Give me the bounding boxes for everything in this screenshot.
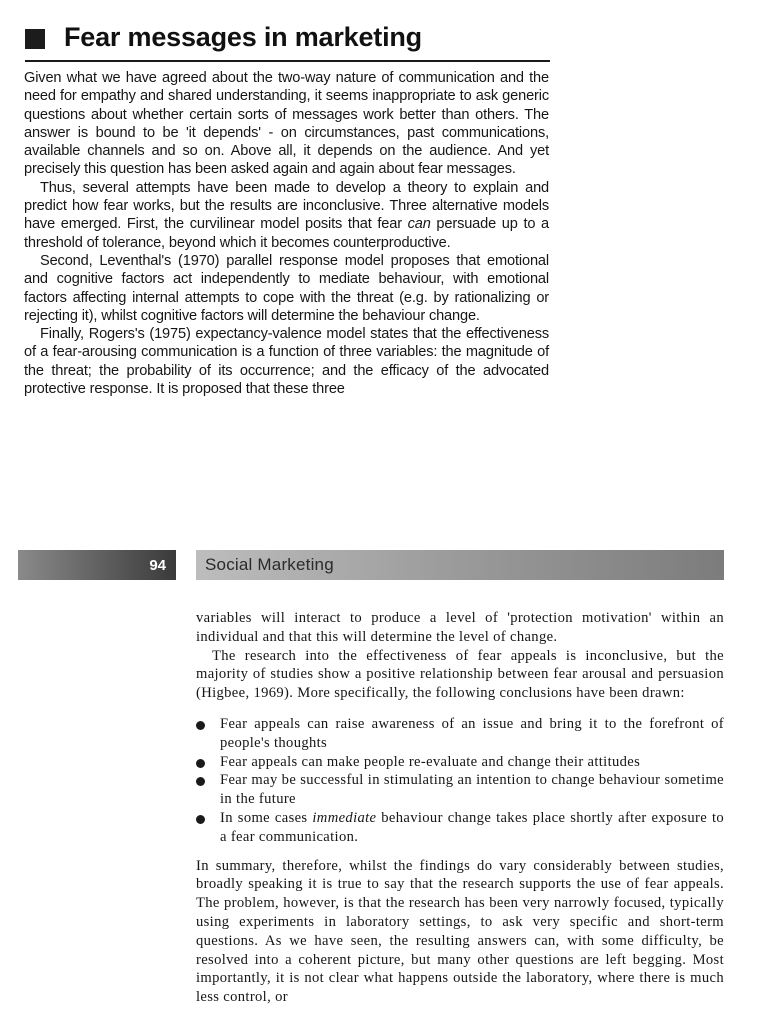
- paragraph-summary: In summary, therefore, whilst the findings do vary considerably between studies, broadly speaking it is true to say that the research supports the use of fear appeals. The problem, however, is that the research has been very narrowly focused, typically using experiments in laboratory settings, to ask very specific and short-term questions. As we have seen, the resulting answers can, with some difficulty, be resolved into a coherent picture, but many other questions are left begging. Most importantly, it is not clear what happens outside the laboratory, where there is much less control, or: [196, 857, 724, 1006]
- top-text-block: [24, 69, 549, 398]
- running-head-page-band: [18, 550, 176, 580]
- heading-rule: [25, 60, 550, 62]
- text-run: behaviour change takes place shortly after exposure to a fear communication.: [220, 809, 724, 845]
- text-run: Thus, several attempts have been made to develop a theory to explain and predict how fear works, but the results are inconclusive. Three alternative models have emerged. First, the curvilinear model posits that fear: [24, 179, 549, 233]
- paragraph-protection-motivation: variables will interact to produce a level of 'protection motivation' within an individual and that this will determine the level of change.: [196, 610, 724, 645]
- section-heading: [25, 22, 549, 53]
- emphasis-text: can: [407, 216, 431, 233]
- paragraph-curvilinear: [24, 179, 549, 252]
- page-number: 94: [149, 556, 166, 574]
- list-item-text: Fear may be successful in stimulating an intention to change behaviour sometime in the future: [220, 772, 724, 808]
- paragraph-leventhal: Second, Leventhal's (1970) parallel response model proposes that emotional and cognitive factors act independently to mediate behaviour, with emotional factors affecting internal attempts to cope with the threat (e.g. by rationalizing or rejecting it), whilst cognitive factors will determine the behaviour change.: [24, 252, 549, 324]
- list-item: [196, 771, 724, 809]
- list-item: [196, 809, 724, 847]
- bullet-icon: [196, 777, 205, 786]
- running-head-title-band: [196, 550, 724, 580]
- paragraph-intro: Given what we have agreed about the two-way nature of communication and the need for empathy and shared understanding, it seems inappropriate to ask generic questions about whether certain sorts of messages work better than others. The answer is bound to be 'it depends' - on circumstances, past communications, available channels and so on. Above all, it depends on the audience. And yet precisely this question has been asked again and again about fear messages.: [24, 70, 549, 178]
- emphasis-text: immediate: [312, 809, 377, 826]
- bottom-text-block: [196, 609, 724, 1007]
- section-title: Fear messages in marketing: [64, 22, 422, 52]
- text-run: persuade up to a threshold of tolerance, beyond which it becomes counterproductive.: [24, 216, 549, 251]
- list-item-text: Fear appeals can raise awareness of an issue and bring it to the forefront of people's thoughts: [220, 715, 724, 751]
- conclusions-list: [196, 715, 724, 847]
- bullet-icon: [196, 759, 205, 768]
- list-item: [196, 753, 724, 772]
- heading-square-marker: [25, 29, 45, 49]
- paragraph-research: The research into the effectiveness of fear appeals is inconclusive, but the majority of studies show a positive relationship between fear arousal and persuasion (Higbee, 1969). More specifically, the following conclusions have been drawn:: [196, 647, 724, 702]
- text-run: In some cases: [220, 809, 313, 826]
- paragraph-rogers: Finally, Rogers's (1975) expectancy-valence model states that the effectiveness of a fear-arousing communication is a function of three variables: the magnitude of the threat; the probability of its occurrence; and the efficacy of the advocated protective response. It is proposed that these three: [24, 326, 549, 398]
- bullet-icon: [196, 721, 205, 730]
- bullet-icon: [196, 815, 205, 824]
- book-title: Social Marketing: [205, 555, 334, 574]
- list-item-text: Fear appeals can make people re-evaluate and change their attitudes: [220, 753, 641, 770]
- list-item: [196, 715, 724, 753]
